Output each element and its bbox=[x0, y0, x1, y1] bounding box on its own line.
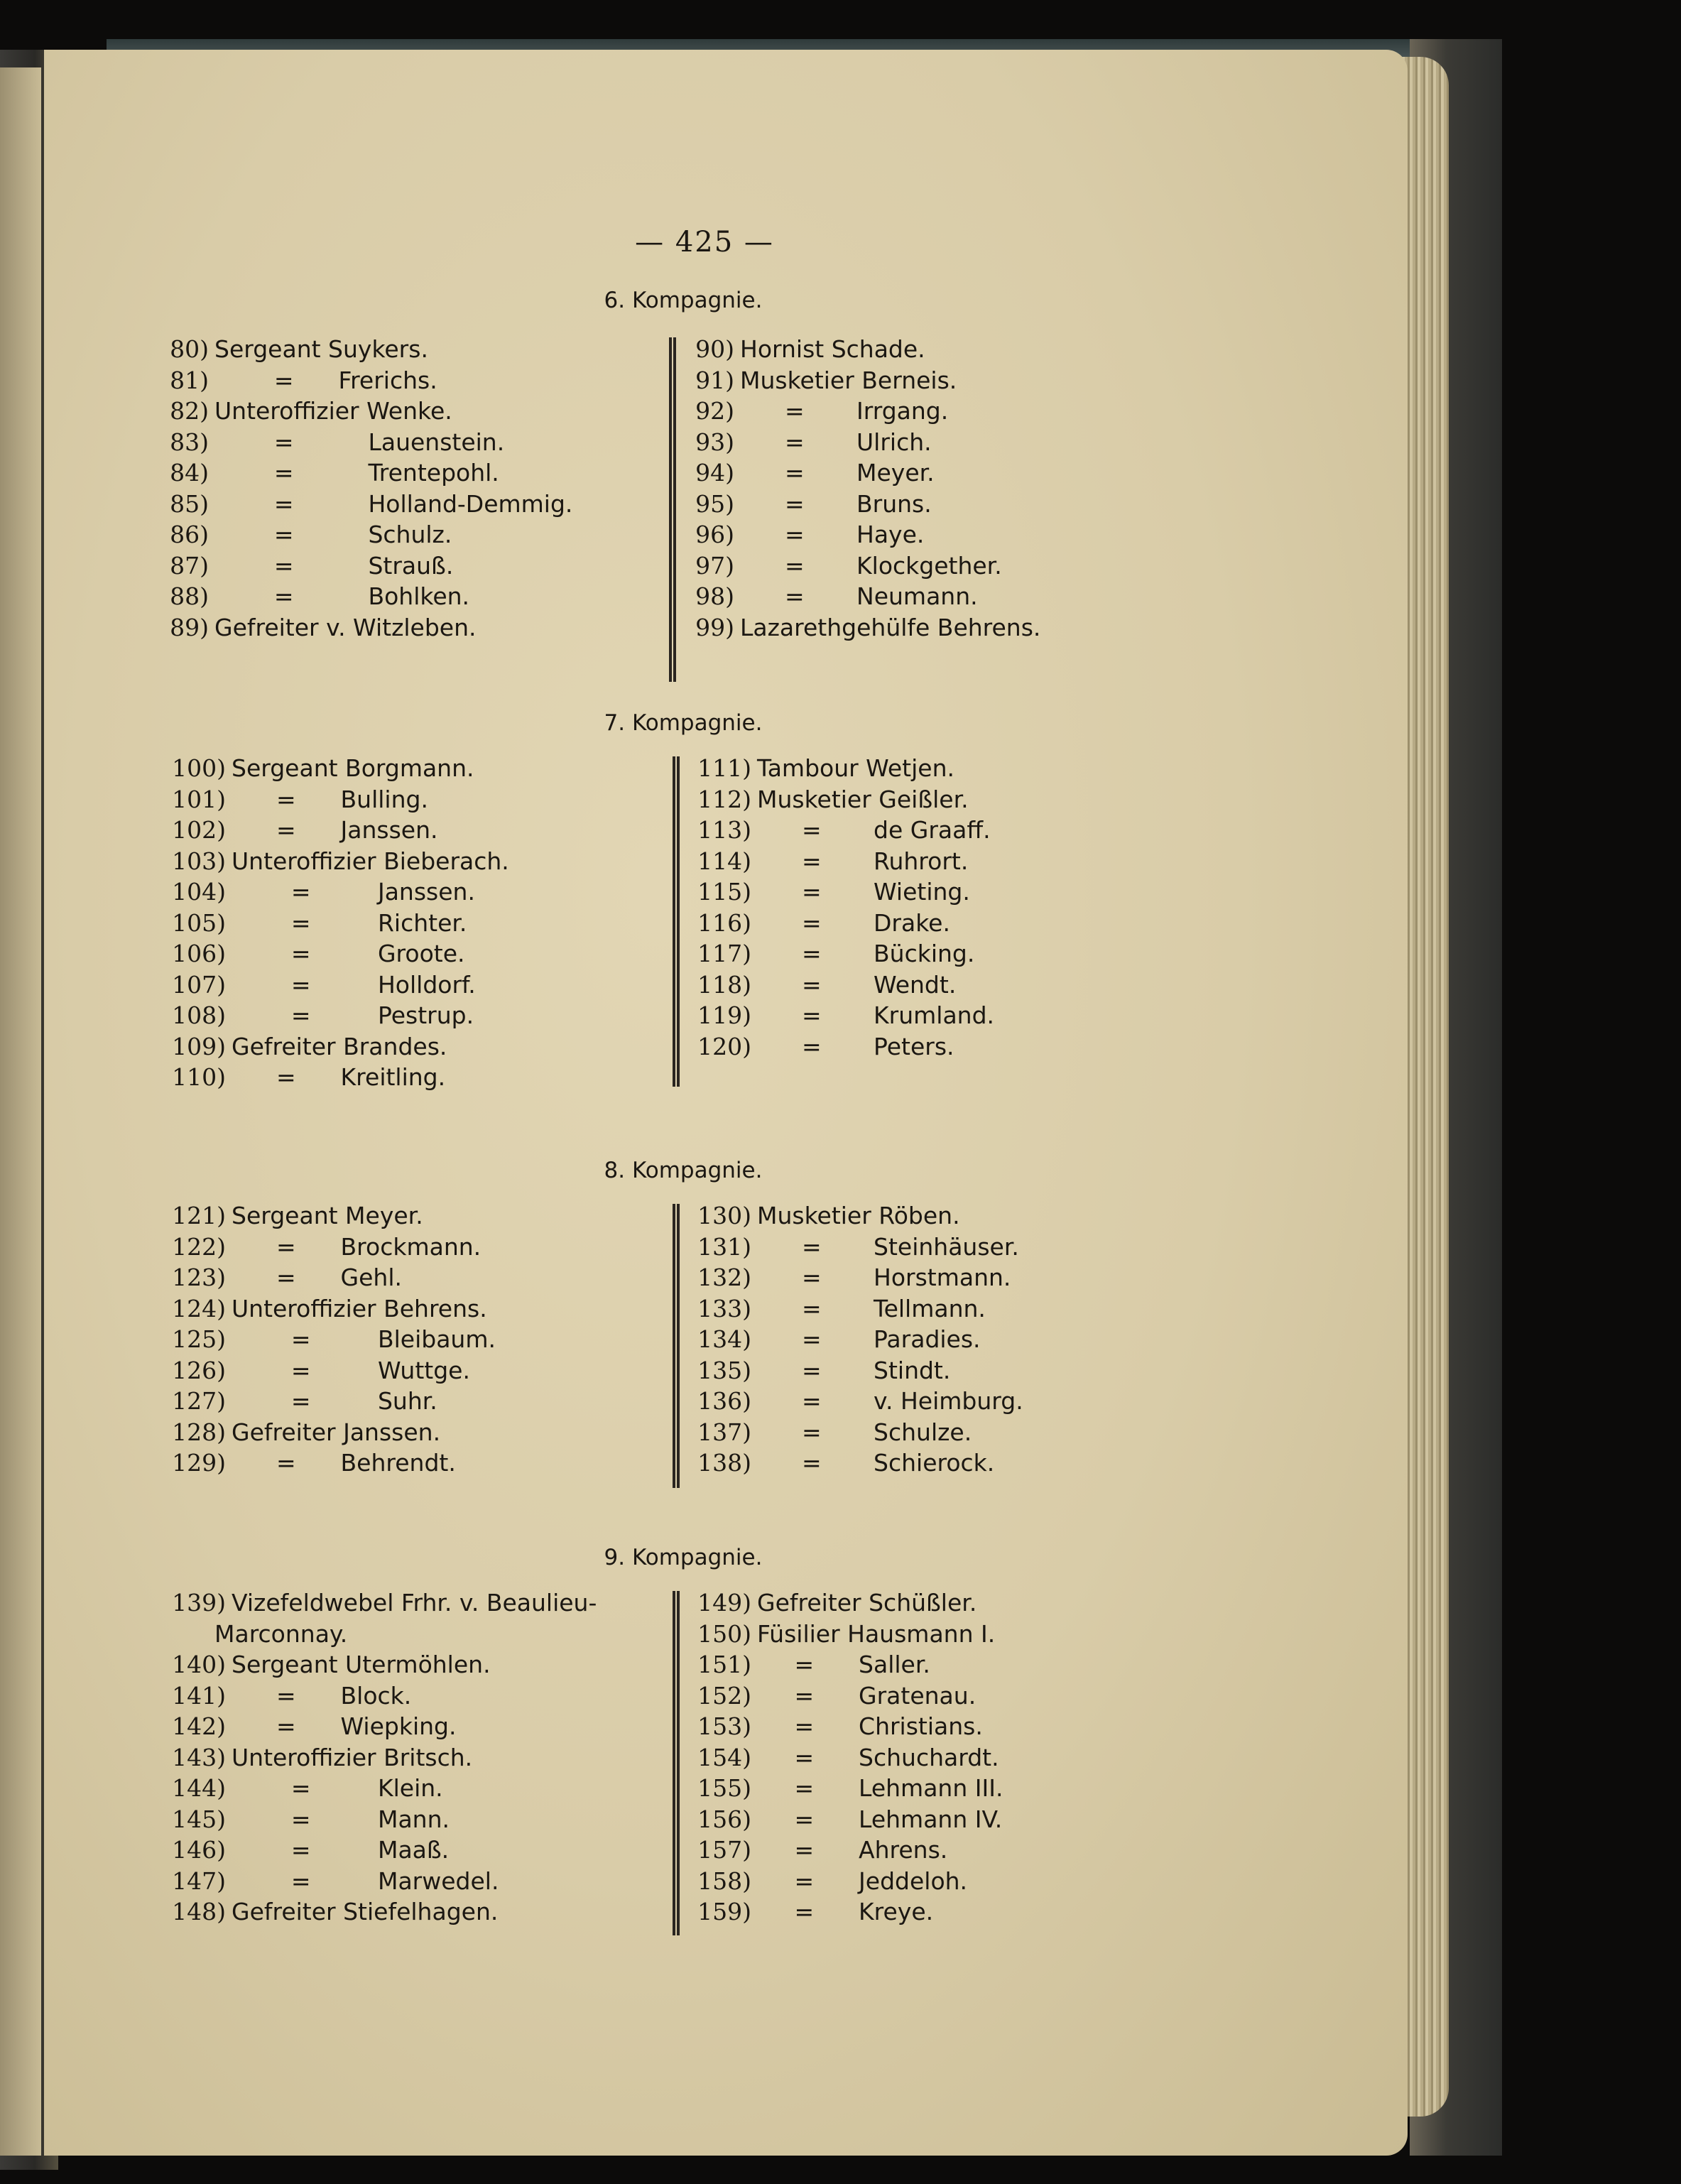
entry-text: = Kreitling. bbox=[232, 1063, 446, 1091]
entry-text: = Frerichs. bbox=[214, 366, 437, 394]
entry-number: 89) bbox=[170, 613, 209, 641]
section-9-left-column bbox=[143, 1587, 597, 1928]
roster-entry bbox=[669, 1262, 1023, 1293]
section-heading-9: 9. Kompagnie. bbox=[604, 1545, 763, 1570]
roster-entry bbox=[143, 876, 509, 908]
roster-entry bbox=[143, 1587, 597, 1619]
entry-text: = Gratenau. bbox=[757, 1681, 976, 1710]
entry-text: = Richter. bbox=[232, 908, 467, 937]
roster-entry bbox=[669, 815, 994, 846]
roster-entry bbox=[669, 846, 994, 877]
entry-number: 153) bbox=[697, 1712, 751, 1740]
section-7-left-column bbox=[143, 753, 509, 1093]
roster-entry bbox=[143, 1649, 597, 1680]
entry-number: 110) bbox=[172, 1063, 226, 1091]
roster-entry bbox=[669, 457, 1040, 489]
entry-number: 84) bbox=[170, 459, 209, 487]
entry-number: 100) bbox=[172, 754, 226, 782]
entry-text: Gefreiter Janssen. bbox=[232, 1418, 441, 1446]
roster-entry bbox=[143, 1293, 496, 1325]
entry-text: = Lauenstein. bbox=[214, 428, 505, 456]
section-8-left-column bbox=[143, 1200, 496, 1479]
entry-number: 85) bbox=[170, 489, 209, 518]
entry-number: 150) bbox=[697, 1619, 751, 1648]
entry-text: Sergeant Suykers. bbox=[214, 335, 428, 363]
entry-text: Sergeant Utermöhlen. bbox=[232, 1651, 491, 1678]
roster-entry bbox=[669, 365, 1040, 396]
entry-text: = Christians. bbox=[757, 1712, 983, 1740]
roster-entry bbox=[143, 334, 572, 365]
section-7-right-column bbox=[669, 753, 994, 1062]
entry-text: = Holland-Demmig. bbox=[214, 489, 573, 518]
roster-entry bbox=[143, 753, 509, 784]
entry-text: = Saller. bbox=[757, 1651, 930, 1678]
entry-text: = Groote. bbox=[232, 940, 465, 967]
entry-text: = Mann. bbox=[232, 1805, 450, 1833]
roster-entry bbox=[669, 550, 1040, 582]
entry-number: 137) bbox=[697, 1418, 751, 1446]
entry-number: 88) bbox=[170, 582, 209, 610]
entry-text: Vizefeldwebel Frhr. v. Beaulieu- bbox=[232, 1589, 597, 1617]
entry-text: Gefreiter v. Witzleben. bbox=[214, 613, 477, 641]
entry-text: Lazarethgehülfe Behrens. bbox=[740, 613, 1041, 641]
roster-entry bbox=[669, 1619, 1003, 1650]
roster-entry bbox=[669, 489, 1040, 520]
entry-text: Hornist Schade. bbox=[740, 335, 925, 363]
roster-entry bbox=[669, 1587, 1003, 1619]
entry-number: 148) bbox=[172, 1898, 226, 1925]
entry-number: 96) bbox=[695, 521, 734, 548]
roster-entry bbox=[669, 1232, 1023, 1263]
entry-number: 128) bbox=[172, 1418, 226, 1446]
entry-text: = Klein. bbox=[232, 1774, 443, 1802]
entry-number: 138) bbox=[697, 1449, 751, 1477]
roster-entry bbox=[143, 365, 572, 396]
roster-entry bbox=[669, 1324, 1023, 1355]
entry-number: 106) bbox=[172, 940, 226, 967]
entry-number: 92) bbox=[695, 397, 734, 425]
roster-entry bbox=[669, 753, 994, 784]
roster-entry bbox=[143, 1619, 597, 1650]
entry-number: 132) bbox=[697, 1264, 751, 1291]
roster-entry bbox=[143, 1262, 496, 1293]
entry-number: 107) bbox=[172, 970, 226, 999]
entry-number: 99) bbox=[695, 613, 734, 641]
entry-text: Gefreiter Stiefelhagen. bbox=[232, 1898, 499, 1925]
entry-text: = Wieting. bbox=[757, 878, 970, 906]
entry-number: 152) bbox=[697, 1681, 751, 1710]
entry-number: 105) bbox=[172, 908, 226, 937]
entry-number: 80) bbox=[170, 335, 209, 363]
entry-text: = Block. bbox=[232, 1681, 412, 1710]
roster-entry bbox=[143, 1031, 509, 1063]
roster-entry bbox=[143, 784, 509, 815]
entry-number: 123) bbox=[172, 1264, 226, 1291]
entry-number: 124) bbox=[172, 1294, 226, 1322]
entry-number: 90) bbox=[695, 335, 734, 363]
roster-entry bbox=[669, 1711, 1003, 1742]
entry-text: = Paradies. bbox=[757, 1325, 981, 1353]
roster-entry bbox=[143, 457, 572, 489]
entry-number: 149) bbox=[697, 1589, 751, 1617]
section-6-right-column bbox=[669, 334, 1040, 643]
roster-entry bbox=[669, 1031, 994, 1063]
entry-number: 111) bbox=[697, 754, 751, 782]
entry-number: 83) bbox=[170, 428, 209, 456]
roster-entry bbox=[669, 1742, 1003, 1773]
roster-entry bbox=[669, 396, 1040, 427]
roster-entry bbox=[143, 1804, 597, 1835]
roster-entry bbox=[669, 427, 1040, 458]
entry-text: Musketier Geißler. bbox=[757, 785, 969, 813]
entry-text: = Jeddeloh. bbox=[757, 1867, 968, 1895]
entry-text: = Neumann. bbox=[740, 582, 978, 610]
entry-text: Sergeant Borgmann. bbox=[232, 754, 474, 782]
entry-number: 101) bbox=[172, 785, 226, 813]
entry-text: Unteroffizier Britsch. bbox=[232, 1743, 473, 1771]
roster-entry bbox=[669, 1000, 994, 1031]
entry-number: 115) bbox=[697, 878, 751, 906]
section-9-right-column bbox=[669, 1587, 1003, 1928]
roster-entry bbox=[669, 1896, 1003, 1928]
entry-text: = Stindt. bbox=[757, 1356, 951, 1384]
entry-text: = de Graaff. bbox=[757, 816, 991, 844]
roster-entry bbox=[669, 1355, 1023, 1386]
section-heading-8: 8. Kompagnie. bbox=[604, 1158, 763, 1183]
roster-entry bbox=[143, 1742, 597, 1773]
roster-entry bbox=[143, 581, 572, 612]
entry-text: = Suhr. bbox=[232, 1387, 437, 1415]
entry-text: = Janssen. bbox=[232, 878, 475, 906]
roster-entry bbox=[669, 1293, 1023, 1325]
entry-text: Musketier Röben. bbox=[757, 1202, 960, 1229]
entry-text: = Meyer. bbox=[740, 459, 935, 487]
section-6-left-column bbox=[143, 334, 572, 643]
entry-number: 145) bbox=[172, 1805, 226, 1833]
entry-text: = Lehmann III. bbox=[757, 1774, 1003, 1802]
roster-entry bbox=[669, 334, 1040, 365]
entry-number: 93) bbox=[695, 428, 734, 456]
entry-text: = Bleibaum. bbox=[232, 1325, 496, 1353]
roster-entry bbox=[143, 1386, 496, 1417]
entry-text: Sergeant Meyer. bbox=[232, 1202, 423, 1229]
roster-entry bbox=[143, 1835, 597, 1866]
entry-number: 97) bbox=[695, 551, 734, 580]
entry-text: = Ruhrort. bbox=[757, 847, 969, 875]
roster-entry bbox=[143, 846, 509, 877]
roster-entry bbox=[143, 396, 572, 427]
entry-number: 119) bbox=[697, 1001, 751, 1029]
roster-entry bbox=[143, 1417, 496, 1448]
roster-entry bbox=[669, 1447, 1023, 1479]
roster-entry bbox=[143, 1773, 597, 1804]
entry-number: 151) bbox=[697, 1651, 751, 1678]
entry-text: = Schierock. bbox=[757, 1449, 995, 1477]
entry-text: = Ulrich. bbox=[740, 428, 932, 456]
entry-text: = Maaß. bbox=[232, 1836, 450, 1864]
roster-entry bbox=[143, 1062, 509, 1093]
roster-entry bbox=[143, 1711, 597, 1742]
roster-entry bbox=[143, 427, 572, 458]
entry-text: = Pestrup. bbox=[232, 1001, 474, 1029]
roster-entry bbox=[143, 1866, 597, 1897]
entry-number: 136) bbox=[697, 1387, 751, 1415]
entry-number: 95) bbox=[695, 489, 734, 518]
entry-number: 129) bbox=[172, 1449, 226, 1477]
entry-number: 131) bbox=[697, 1232, 751, 1261]
section-8-right-column bbox=[669, 1200, 1023, 1479]
entry-text: Unteroffizier Wenke. bbox=[214, 397, 452, 425]
entry-text: Unteroffizier Bieberach. bbox=[232, 847, 509, 875]
entry-number: 94) bbox=[695, 459, 734, 487]
roster-entry bbox=[669, 519, 1040, 550]
roster-entry bbox=[669, 908, 994, 939]
entry-number: 135) bbox=[697, 1356, 751, 1384]
roster-entry bbox=[143, 815, 509, 846]
entry-text: = Schulz. bbox=[214, 521, 452, 548]
entry-text: = Marwedel. bbox=[232, 1867, 499, 1895]
entry-text: = v. Heimburg. bbox=[757, 1387, 1023, 1415]
entry-text: = Schuchardt. bbox=[757, 1743, 999, 1771]
entry-number: 109) bbox=[172, 1032, 226, 1060]
roster-entry bbox=[669, 1804, 1003, 1835]
entry-number: 156) bbox=[697, 1805, 751, 1833]
entry-text: Marconnay. bbox=[214, 1619, 348, 1648]
entry-number: 113) bbox=[697, 816, 751, 844]
entry-number: 127) bbox=[172, 1387, 226, 1415]
roster-entry bbox=[669, 581, 1040, 612]
roster-entry bbox=[669, 1680, 1003, 1712]
roster-entry bbox=[669, 1200, 1023, 1232]
entry-number: 146) bbox=[172, 1836, 226, 1864]
entry-text: = Irrgang. bbox=[740, 397, 949, 425]
entry-number: 87) bbox=[170, 551, 209, 580]
entry-text: = Bohlken. bbox=[214, 582, 470, 610]
entry-text: = Wendt. bbox=[757, 970, 957, 999]
entry-number: 108) bbox=[172, 1001, 226, 1029]
roster-entry bbox=[669, 1866, 1003, 1897]
entry-text: Füsilier Hausmann I. bbox=[757, 1619, 996, 1648]
entry-text: Gefreiter Brandes. bbox=[232, 1032, 447, 1060]
entry-text: = Drake. bbox=[757, 908, 950, 937]
entry-number: 159) bbox=[697, 1898, 751, 1925]
entry-number: 98) bbox=[695, 582, 734, 610]
entry-number: 103) bbox=[172, 847, 226, 875]
entry-text: = Holldorf. bbox=[232, 970, 476, 999]
entry-text: = Brockmann. bbox=[232, 1232, 482, 1261]
roster-entry bbox=[143, 908, 509, 939]
roster-entry bbox=[143, 969, 509, 1001]
entry-text: = Wiepking. bbox=[232, 1712, 457, 1740]
entry-text: = Wuttge. bbox=[232, 1356, 470, 1384]
entry-text: = Behrendt. bbox=[232, 1449, 456, 1477]
roster-entry bbox=[669, 1773, 1003, 1804]
roster-entry bbox=[669, 612, 1040, 643]
entry-text: = Ahrens. bbox=[757, 1836, 948, 1864]
entry-text: = Kreye. bbox=[757, 1898, 934, 1925]
roster-entry bbox=[143, 1355, 496, 1386]
entry-number: 155) bbox=[697, 1774, 751, 1802]
entry-number: 114) bbox=[697, 847, 751, 875]
entry-number: 141) bbox=[172, 1681, 226, 1710]
entry-text: Gefreiter Schüßler. bbox=[757, 1589, 977, 1617]
entry-text: = Schulze. bbox=[757, 1418, 972, 1446]
entry-number: 104) bbox=[172, 878, 226, 906]
entry-text: Tambour Wetjen. bbox=[757, 754, 954, 782]
entry-number: 147) bbox=[172, 1867, 226, 1895]
entry-number: 143) bbox=[172, 1743, 226, 1771]
entry-text: = Bulling. bbox=[232, 785, 428, 813]
entry-text: = Steinhäuser. bbox=[757, 1232, 1019, 1261]
roster-entry bbox=[669, 938, 994, 969]
roster-entry bbox=[143, 1896, 597, 1928]
entry-text: = Krumland. bbox=[757, 1001, 995, 1029]
entry-number: 121) bbox=[172, 1202, 226, 1229]
entry-number: 120) bbox=[697, 1032, 751, 1060]
entry-text: = Gehl. bbox=[232, 1264, 402, 1291]
roster-entry bbox=[143, 519, 572, 550]
entry-number: 133) bbox=[697, 1294, 751, 1322]
roster-entry bbox=[669, 1649, 1003, 1680]
roster-entry bbox=[143, 1680, 597, 1712]
entry-number: 86) bbox=[170, 521, 209, 548]
entry-number: 112) bbox=[697, 785, 751, 813]
entry-text: = Klockgether. bbox=[740, 551, 1002, 580]
entry-number: 157) bbox=[697, 1836, 751, 1864]
roster-entry bbox=[143, 1232, 496, 1263]
entry-number: 154) bbox=[697, 1743, 751, 1771]
roster-entry bbox=[143, 938, 509, 969]
roster-entry bbox=[669, 1417, 1023, 1448]
entry-number: 81) bbox=[170, 366, 209, 394]
roster-entry bbox=[669, 876, 994, 908]
entry-number: 122) bbox=[172, 1232, 226, 1261]
book-page bbox=[44, 50, 1408, 2156]
roster-entry bbox=[669, 969, 994, 1001]
roster-entry bbox=[669, 1386, 1023, 1417]
entry-text: = Haye. bbox=[740, 521, 925, 548]
entry-number: 134) bbox=[697, 1325, 751, 1353]
entry-number: 116) bbox=[697, 908, 751, 937]
roster-entry bbox=[143, 550, 572, 582]
entry-text: = Bruns. bbox=[740, 489, 932, 518]
entry-number: 91) bbox=[695, 366, 734, 394]
entry-number: 130) bbox=[697, 1202, 751, 1229]
entry-text: = Strauß. bbox=[214, 551, 454, 580]
entry-number: 102) bbox=[172, 816, 226, 844]
entry-text: Musketier Berneis. bbox=[740, 366, 957, 394]
roster-entry bbox=[669, 784, 994, 815]
section-heading-6: 6. Kompagnie. bbox=[604, 288, 763, 313]
entry-number: 126) bbox=[172, 1356, 226, 1384]
section-heading-7: 7. Kompagnie. bbox=[604, 710, 763, 736]
entry-text: = Peters. bbox=[757, 1032, 954, 1060]
page-number: — 425 — bbox=[635, 226, 774, 259]
entry-number: 142) bbox=[172, 1712, 226, 1740]
entry-number: 139) bbox=[172, 1589, 226, 1617]
entry-number: 158) bbox=[697, 1867, 751, 1895]
entry-number: 125) bbox=[172, 1325, 226, 1353]
entry-text: = Horstmann. bbox=[757, 1264, 1011, 1291]
roster-entry bbox=[143, 1000, 509, 1031]
entry-text: = Trentepohl. bbox=[214, 459, 499, 487]
entry-number: 117) bbox=[697, 940, 751, 967]
roster-entry bbox=[143, 612, 572, 643]
roster-entry bbox=[143, 1324, 496, 1355]
roster-entry bbox=[143, 1447, 496, 1479]
left-page-edge bbox=[0, 67, 41, 2156]
entry-number: 140) bbox=[172, 1651, 226, 1678]
entry-text: = Tellmann. bbox=[757, 1294, 986, 1322]
entry-text: = Janssen. bbox=[232, 816, 438, 844]
entry-number: 82) bbox=[170, 397, 209, 425]
roster-entry bbox=[143, 1200, 496, 1232]
entry-number: 118) bbox=[697, 970, 751, 999]
entry-text: = Lehmann IV. bbox=[757, 1805, 1003, 1833]
entry-text: = Bücking. bbox=[757, 940, 975, 967]
roster-entry bbox=[143, 489, 572, 520]
entry-text: Unteroffizier Behrens. bbox=[232, 1294, 487, 1322]
entry-number: 144) bbox=[172, 1774, 226, 1802]
roster-entry bbox=[669, 1835, 1003, 1866]
